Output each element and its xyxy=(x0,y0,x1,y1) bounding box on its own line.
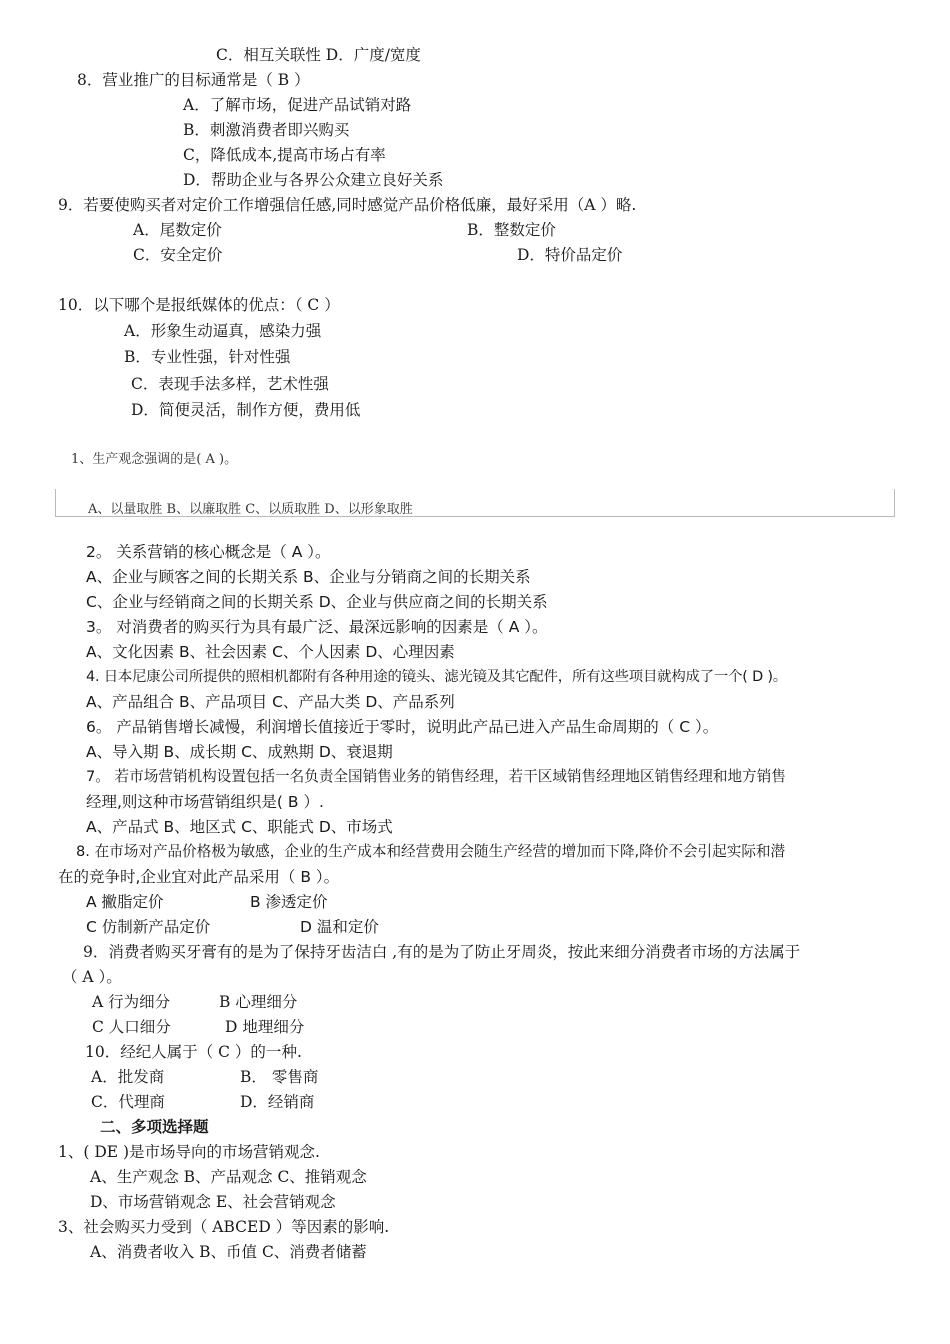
question-1: 1、生产观念强调的是( A )。 xyxy=(71,452,238,467)
option-b: B．专业性强，针对性强 xyxy=(124,348,291,366)
option-a: A 行为细分 xyxy=(92,993,171,1011)
option-c: C．代理商 xyxy=(91,1093,165,1111)
question-9-cont: （ A ）。 xyxy=(62,968,122,986)
option-a: A．尾数定价 xyxy=(133,221,222,239)
options-line: A、产品式 B、地区式 C、职能式 D、市场式 xyxy=(86,818,393,836)
option-d: D．帮助企业与各界公众建立良好关系 xyxy=(183,171,444,189)
question-9: 9．消费者购买牙膏有的是为了保持牙齿洁白 ,有的是为了防止牙周炎，按此来细分消费者市场的方法属于 xyxy=(83,943,801,961)
question-4: 4. 日本尼康公司所提供的照相机都附有各种用途的镜头、滤光镜及其它配件，所有这些项目就构成了一个( D )。 xyxy=(86,669,787,685)
option-c: C 仿制新产品定价 xyxy=(86,918,211,936)
question-7-cont: 经理,则这种市场营销组织是( B ）. xyxy=(86,793,324,811)
options-line: A、文化因素 B、社会因素 C、个人因素 D、心理因素 xyxy=(86,643,455,661)
option-a: A．了解市场，促进产品试销对路 xyxy=(183,96,412,114)
options-line: A、企业与顾客之间的长期关系 B、企业与分销商之间的长期关系 xyxy=(86,568,531,586)
options-line: A、以量取胜 B、以廉取胜 C、以质取胜 D、以形象取胜 xyxy=(88,502,413,517)
section-heading: 二、多项选择题 xyxy=(100,1118,209,1136)
option-d: D．经销商 xyxy=(240,1093,315,1111)
option-a: A 撇脂定价 xyxy=(86,893,164,911)
options-line: A、消费者收入 B、币值 C、消费者储蓄 xyxy=(90,1243,367,1261)
option-d: D．特价品定价 xyxy=(517,246,623,264)
option-b: B．整数定价 xyxy=(467,221,556,239)
question-8: 8．营业推广的目标通常是（ B ） xyxy=(77,71,310,89)
question-9: 9．若要使购买者对定价工作增强信任感,同时感觉产品价格低廉，最好采用（A ）略. xyxy=(58,196,637,214)
options-line: A、产品组合 B、产品项目 C、产品大类 D、产品系列 xyxy=(86,693,455,711)
text-line: C．相互关联性 D．广度/宽度 xyxy=(216,46,421,64)
option-a: A．形象生动逼真，感染力强 xyxy=(124,322,322,340)
option-b: B．刺激消费者即兴购买 xyxy=(183,121,350,139)
options-line: C、企业与经销商之间的长期关系 D、企业与供应商之间的长期关系 xyxy=(86,593,548,611)
question-8-cont: 在的竞争时,企业宜对此产品采用（ B ）。 xyxy=(58,868,340,886)
question-10: 10．以下哪个是报纸媒体的优点：（ C ） xyxy=(58,296,340,314)
option-d: D 地理细分 xyxy=(225,1018,305,1036)
option-a: A．批发商 xyxy=(91,1068,165,1086)
option-c: C．安全定价 xyxy=(133,246,223,264)
question-7: 7。 若市场营销机构设置包括一名负责全国销售业务的销售经理，若干区域销售经理地区销售经理和地方销售 xyxy=(86,768,786,785)
question-8: 8. 在市场对产品价格极为敏感，企业的生产成本和经营费用会随生产经营的增加而下降,降价不会引起实际和潜 xyxy=(76,843,786,860)
option-c: C 人口细分 xyxy=(92,1018,171,1036)
options-line: A、生产观念 B、产品观念 C、推销观念 xyxy=(90,1168,367,1186)
option-b: B 心理细分 xyxy=(219,993,298,1011)
options-line: A、导入期 B、成长期 C、成熟期 D、衰退期 xyxy=(86,743,393,761)
question-2: 2。 关系营销的核心概念是（ A ）。 xyxy=(86,543,331,561)
option-c: C．表现手法多样，艺术性强 xyxy=(131,375,329,393)
multi-question-1: 1、( DE )是市场导向的市场营销观念. xyxy=(58,1143,320,1161)
option-b: B 渗透定价 xyxy=(250,893,328,911)
question-6: 6。 产品销售增长减慢，利润增长值接近于零时，说明此产品已进入产品生命周期的（ C ）。 xyxy=(86,718,719,736)
option-c: C，降低成本,提高市场占有率 xyxy=(183,146,386,164)
option-b: B． 零售商 xyxy=(240,1068,319,1086)
options-line: D、市场营销观念 E、社会营销观念 xyxy=(90,1193,336,1211)
option-d: D．简便灵活，制作方便，费用低 xyxy=(131,401,361,419)
multi-question-3: 3、社会购买力受到（ ABCED ）等因素的影响. xyxy=(58,1218,390,1236)
question-10: 10．经纪人属于（ C ）的一种. xyxy=(85,1043,302,1061)
option-d: D 温和定价 xyxy=(300,918,379,936)
question-3: 3。 对消费者的购买行为具有最广泛、最深远影响的因素是（ A ）。 xyxy=(86,618,548,636)
